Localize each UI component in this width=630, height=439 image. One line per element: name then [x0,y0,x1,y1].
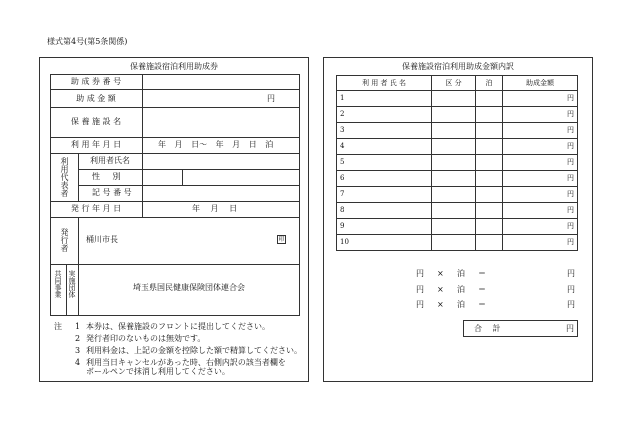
issuer-name: 桶川市長 [86,235,118,244]
notes-label: 注 [54,322,62,331]
total-unit: 円 [566,324,574,333]
table-row: 7 円 [337,187,578,203]
voucher-number-label: 助 成 券 番 号 [70,77,122,86]
total-label: 合 計 [474,324,501,333]
table-row: 1 円 [337,91,578,107]
issuer-group-label: 発行者 [60,228,69,252]
rep-gender-label: 性 別 [92,172,121,181]
form-label: 様式第4号(第5条関係) [47,37,128,46]
rep-name-label: 利用者氏名 [90,156,130,165]
rep-symbol-label: 記 号 番 号 [92,188,132,197]
joint-sub-label: 実施団体 [68,270,76,298]
breakdown-title: 保養施設宿泊利用助成金額内訳 [402,62,514,71]
note-number: 1 [75,322,81,331]
usage-date-label: 利 用 年 月 日 [70,140,122,149]
voucher-title: 保養施設宿泊利用助成券 [130,62,218,71]
col-header-name: 利 用 者 氏 名 [337,76,432,91]
breakdown-header-row [337,76,578,91]
table-row: 5 円 [337,155,578,171]
facility-label: 保 養 施 設 名 [70,117,122,126]
issue-date-format: 年 月 日 [192,204,238,213]
breakdown-table [336,75,578,251]
voucher-form [50,74,300,316]
note-number: 3 [75,346,81,355]
issuer-seal: 印 [278,236,285,243]
col-header-category: 区 分 [432,76,476,91]
table-row: 9 円 [337,219,578,235]
note-text: 本券は、保養施設のフロントに提出してください。 [86,322,270,331]
table-row: 4 円 [337,139,578,155]
joint-group-label: 共同事業 [54,270,62,298]
usage-date-format: 年 月 日～ 年 月 日 泊 [158,140,274,149]
note-text: 利用料金は、上記の金額を控除した額で精算してください。 [86,346,302,355]
note-text: ボールペンで抹消し利用してください。 [86,367,230,376]
joint-org-name: 埼玉県国民健康保険団体連合会 [133,283,245,292]
note-number: 2 [75,334,81,343]
note-text: 発行者印のないものは無効です。 [86,334,206,343]
representative-group-label: 利用代表者 [60,157,69,197]
col-header-amount: 助成金額 [503,76,578,91]
note-text: 利用当日キャンセルがあった時、右側内訳の該当者欄を [86,358,286,367]
table-row: 8 円 [337,203,578,219]
table-row: 2 円 [337,107,578,123]
table-row: 10 円 [337,235,578,251]
issue-date-label: 発 行 年 月 日 [70,204,122,213]
table-row: 6 円 [337,171,578,187]
voucher-amount-unit: 円 [267,94,275,103]
note-number: 4 [75,358,81,367]
table-row: 3 円 [337,123,578,139]
col-header-nights: 泊 [476,76,503,91]
voucher-amount-label: 助 成 金 額 [76,94,116,103]
